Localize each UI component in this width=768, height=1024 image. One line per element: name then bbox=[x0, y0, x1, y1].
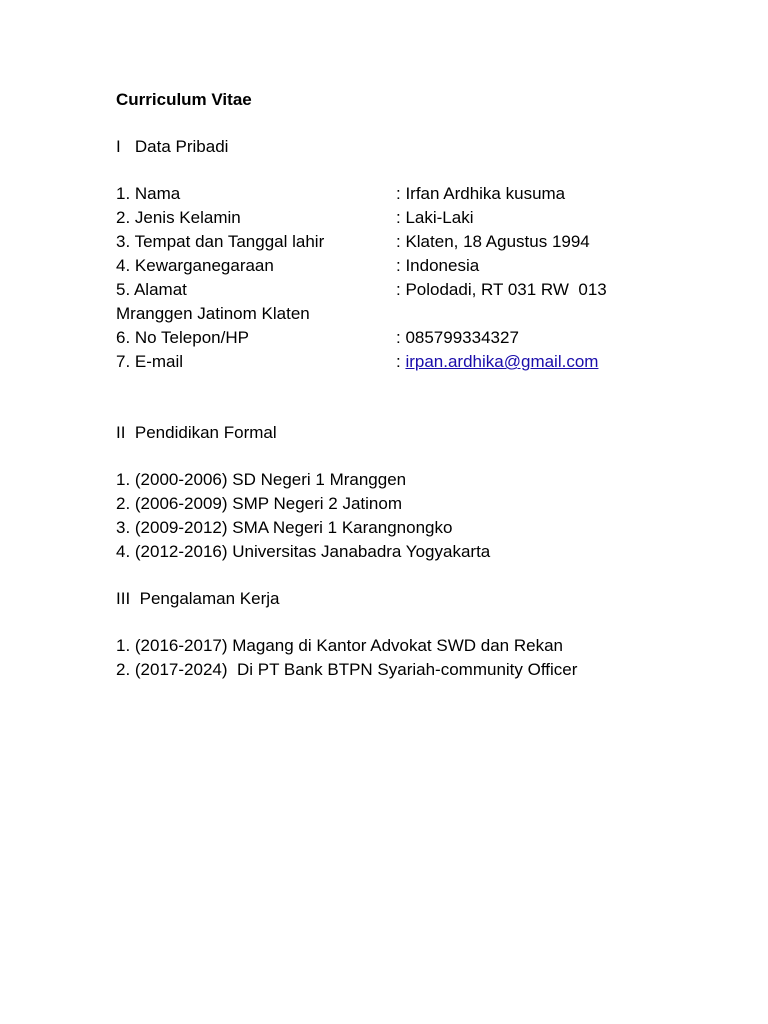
field-label: 7. E-mail bbox=[116, 352, 184, 371]
list-item: 1. (2000-2006) SD Negeri 1 Mranggen bbox=[116, 470, 407, 489]
field-value: : Indonesia bbox=[396, 256, 480, 275]
section-heading-pendidikan-formal: II Pendidikan Formal bbox=[116, 423, 277, 442]
spacer bbox=[116, 611, 716, 634]
spacer bbox=[116, 112, 716, 135]
field-value bbox=[396, 350, 598, 374]
list-item: 2. (2006-2009) SMP Negeri 2 Jatinom bbox=[116, 494, 403, 513]
field-row-alamat bbox=[116, 278, 716, 302]
field-row-jenis-kelamin bbox=[116, 206, 716, 230]
field-row-telepon bbox=[116, 326, 716, 350]
field-row-tempat-tanggal-lahir bbox=[116, 230, 716, 254]
field-label: 1. Nama bbox=[116, 184, 181, 203]
document-title: Curriculum Vitae bbox=[116, 90, 252, 109]
field-value: : Irfan Ardhika kusuma bbox=[396, 184, 566, 203]
list-item: 1. (2016-2017) Magang di Kantor Advokat SWD dan Rekan bbox=[116, 636, 563, 655]
field-row-kewarganegaraan bbox=[116, 254, 716, 278]
email-prefix: : bbox=[396, 352, 406, 371]
list-item: 3. (2009-2012) SMA Negeri 1 Karangnongko bbox=[116, 518, 453, 537]
email-link[interactable]: irpan.ardhika@gmail.com bbox=[405, 352, 599, 371]
field-row-nama bbox=[116, 182, 716, 206]
spacer bbox=[116, 445, 716, 468]
spacer bbox=[116, 159, 716, 182]
list-item: 4. (2012-2016) Universitas Janabadra Yogyakarta bbox=[116, 542, 491, 561]
cv-document bbox=[116, 88, 716, 682]
section-heading-pengalaman-kerja: III Pengalaman Kerja bbox=[116, 589, 280, 608]
spacer bbox=[116, 564, 716, 587]
field-label: 2. Jenis Kelamin bbox=[116, 208, 241, 227]
address-continued: Mranggen Jatinom Klaten bbox=[116, 304, 310, 323]
field-label: 3. Tempat dan Tanggal lahir bbox=[116, 232, 325, 251]
spacer bbox=[116, 374, 716, 421]
list-item: 2. (2017-2024) Di PT Bank BTPN Syariah-community Officer bbox=[116, 660, 578, 679]
field-value: : Polodadi, RT 031 RW 013 bbox=[396, 280, 607, 299]
section-heading-data-pribadi: I Data Pribadi bbox=[116, 137, 229, 156]
field-label: 6. No Telepon/HP bbox=[116, 328, 249, 347]
field-value: : Klaten, 18 Agustus 1994 bbox=[396, 232, 590, 251]
field-row-email bbox=[116, 350, 716, 374]
field-label: 5. Alamat bbox=[116, 280, 187, 299]
field-value: : Laki-Laki bbox=[396, 208, 474, 227]
field-label: 4. Kewarganegaraan bbox=[116, 256, 274, 275]
field-value: : 085799334327 bbox=[396, 328, 519, 347]
